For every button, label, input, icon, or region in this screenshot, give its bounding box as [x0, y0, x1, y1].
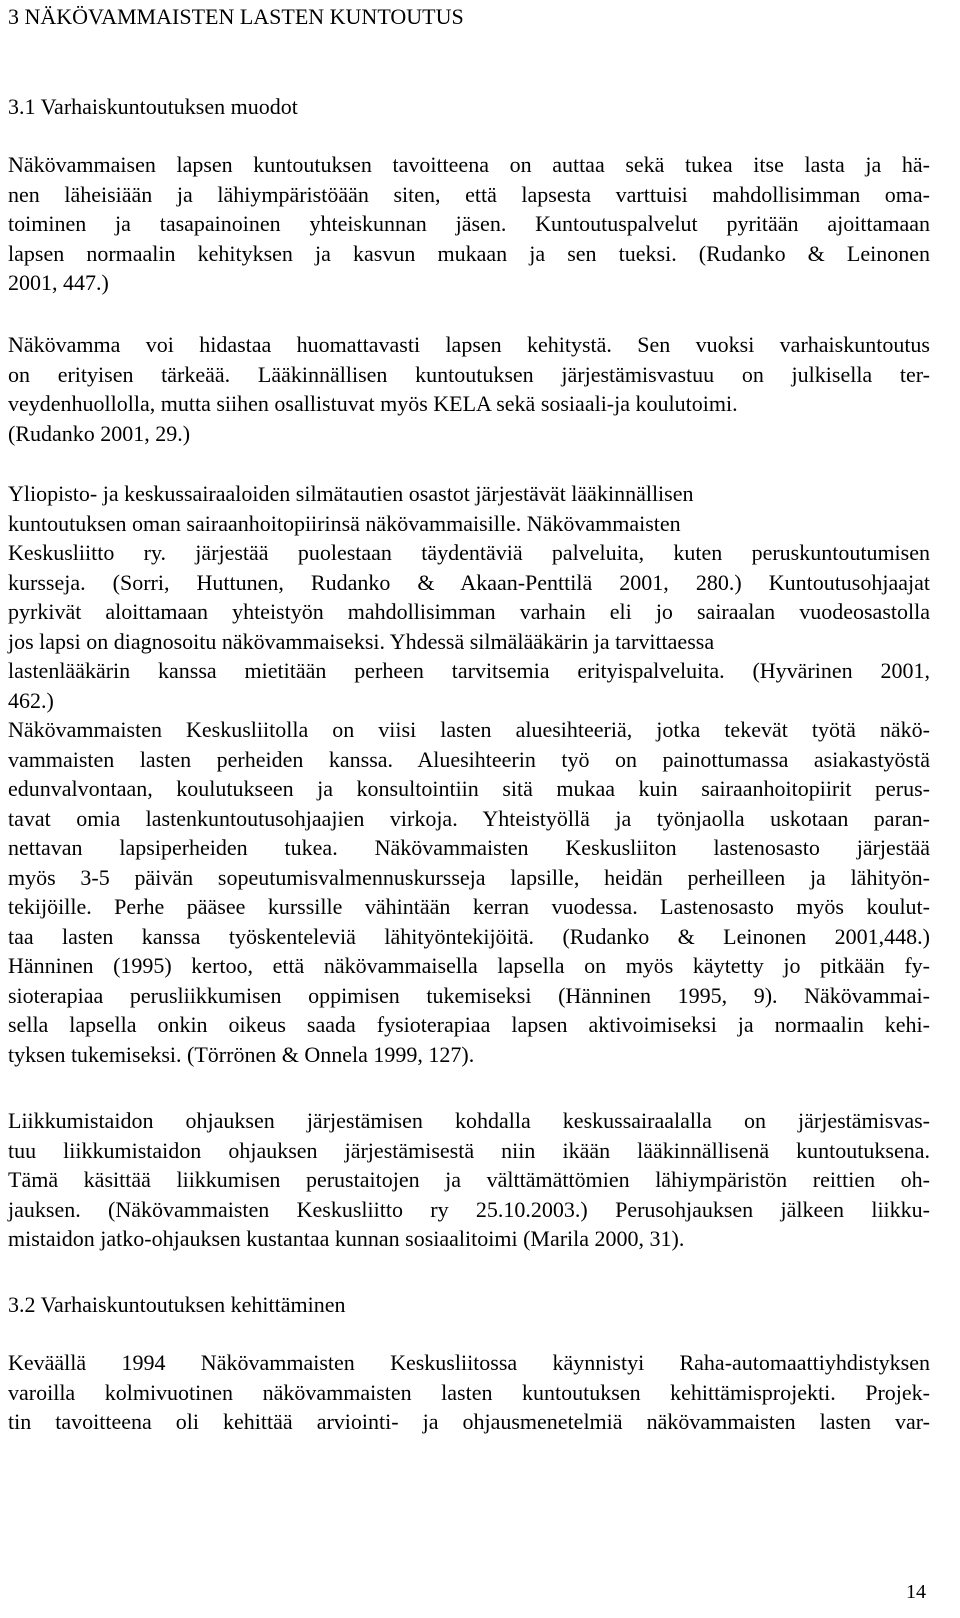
text-line: nen läheisiään ja lähiympäristöään siten, että lapsesta varttuisi mahdollisimman oma-	[8, 181, 930, 207]
text-line: 462.)	[8, 687, 54, 713]
text-line: tuu liikkumistaidon ohjauksen järjestämisestä niin ikään lääkinnällisenä kuntoutuksena.	[8, 1137, 930, 1163]
text-line: sioterapiaa perusliikkumisen oppimisen tukemiseksi (Hänninen 1995, 9). Näkövammai-	[8, 982, 930, 1008]
text-line: edunvalvontaan, koulutukseen ja konsultointiin sitä mukaa kuin sairaanhoitopiirit perus-	[8, 776, 930, 801]
text-line: Näkövamma voi hidastaa huomattavasti lapsen kehitystä. Sen vuoksi varhaiskuntoutus	[8, 332, 930, 357]
text-line: tyksen tukemiseksi. (Törrönen & Onnela 1999, 127).	[8, 1041, 475, 1067]
section-heading-3-2: 3.2 Varhaiskuntoutuksen kehittäminen	[8, 1292, 346, 1317]
text-line: Keskusliitto ry. järjestää puolestaan täydentäviä palveluita, kuten peruskuntoutumisen	[8, 540, 930, 565]
text-line: taa lasten kanssa työskenteleviä lähityöntekijöitä. (Rudanko & Leinonen 2001,448.)	[8, 923, 930, 949]
text-line: varoilla kolmivuotinen näkövammaisten lasten kuntoutuksen kehittämisprojekti. Projek-	[8, 1379, 930, 1405]
text-line: kuntoutuksen oman sairaanhoitopiirinsä näkövammaisille. Näkövammaisten	[8, 510, 681, 536]
text-line: jos lapsi on diagnosoitu näkövammaiseksi. Yhdessä silmälääkärin ja tarvittaessa	[8, 628, 715, 654]
text-line: sella lapsella onkin oikeus saada fysioterapiaa lapsen aktivoimiseksi ja normaalin kehi-	[8, 1012, 930, 1037]
section-heading-3-1: 3.1 Varhaiskuntoutuksen muodot	[8, 94, 298, 119]
text-line: pyrkivät aloittamaan yhteistyön mahdollisimman varhain eli jo sairaalan vuodeosastolla	[8, 599, 930, 624]
text-line: Näkövammaisten Keskusliitolla on viisi lasten aluesihteeriä, jotka tekevät työtä näkö-	[8, 717, 930, 742]
text-line: lastenlääkärin kanssa mietitään perheen tarvitsemia erityispalveluita. (Hyvärinen 2001,	[8, 658, 930, 683]
paragraph-1	[8, 150, 930, 298]
page-number: 14	[906, 1581, 926, 1603]
text-line: lapsen normaalin kehityksen ja kasvun mukaan ja sen tueksi. (Rudanko & Leinonen	[8, 240, 930, 266]
text-line: Keväällä 1994 Näkövammaisten Keskusliitossa käynnistyi Raha-automaattiyhdistyksen	[8, 1350, 930, 1375]
text-line: Näkövammaisen lapsen kuntoutuksen tavoitteena on auttaa sekä tukea itse lasta ja hä-	[8, 152, 930, 177]
text-line: vammaisten lasten perheiden kanssa. Aluesihteerin työ on painottumassa asiakastyöstä	[8, 746, 930, 772]
paragraph-4	[8, 1106, 930, 1254]
text-line: Liikkumistaidon ohjauksen järjestämisen kohdalla keskussairaalalla on järjestämisvas-	[8, 1108, 930, 1133]
chapter-heading: 3 NÄKÖVAMMAISTEN LASTEN KUNTOUTUS	[8, 4, 464, 29]
text-line: toiminen ja tasapainoinen yhteiskunnan jäsen. Kuntoutuspalvelut pyritään ajoittamaan	[8, 211, 930, 236]
text-line: tin tavoitteena oli kehittää arviointi- ja ohjausmenetelmiä näkövammaisten lasten var-	[8, 1409, 930, 1434]
paragraph-5	[8, 1348, 930, 1437]
paragraph-2	[8, 330, 930, 448]
text-line: Hänninen (1995) kertoo, että näkövammaisella lapsella on myös käytetty jo pitkään fy-	[8, 953, 930, 978]
text-line: jauksen. (Näkövammaisten Keskusliitto ry 25.10.2003.) Perusohjauksen jälkeen liikku-	[8, 1196, 930, 1222]
text-line: Yliopisto- ja keskussairaaloiden silmätautien osastot järjestävät lääkinnällisen	[8, 481, 694, 506]
text-line: mistaidon jatko-ohjauksen kustantaa kunnan sosiaalitoimi (Marila 2000, 31).	[8, 1226, 685, 1251]
text-line: nettavan lapsiperheiden tukea. Näkövammaisten Keskusliiton lastenosasto järjestää	[8, 835, 930, 860]
text-line: kursseja. (Sorri, Huttunen, Rudanko & Akaan-Penttilä 2001, 280.) Kuntoutusohjaajat	[8, 569, 930, 595]
paragraph-3	[8, 479, 930, 1069]
text-line: veydenhuollolla, mutta siihen osallistuvat myös KELA sekä sosiaali-ja koulutoimi.	[8, 391, 738, 416]
text-line: tavat omia lastenkuntoutusohjaajien virkoja. Yhteistyöllä ja työnjaolla uskotaan paran-	[8, 805, 930, 831]
text-line: myös 3-5 päivän sopeutumisvalmennuskursseja lapsille, heidän perheilleen ja lähityön-	[8, 864, 930, 890]
text-line: (Rudanko 2001, 29.)	[8, 420, 191, 446]
text-line: on erityisen tärkeää. Lääkinnällisen kuntoutuksen järjestämisvastuu on julkisella ter-	[8, 361, 930, 387]
text-line: Tämä käsittää liikkumisen perustaitojen ja välttämättömien lähiympäristön reittien oh-	[8, 1167, 930, 1192]
text-line: tekijöille. Perhe pääsee kurssille vähintään kerran vuodessa. Lastenosasto myös koulut-	[8, 894, 930, 919]
text-line: 2001, 447.)	[8, 270, 109, 295]
